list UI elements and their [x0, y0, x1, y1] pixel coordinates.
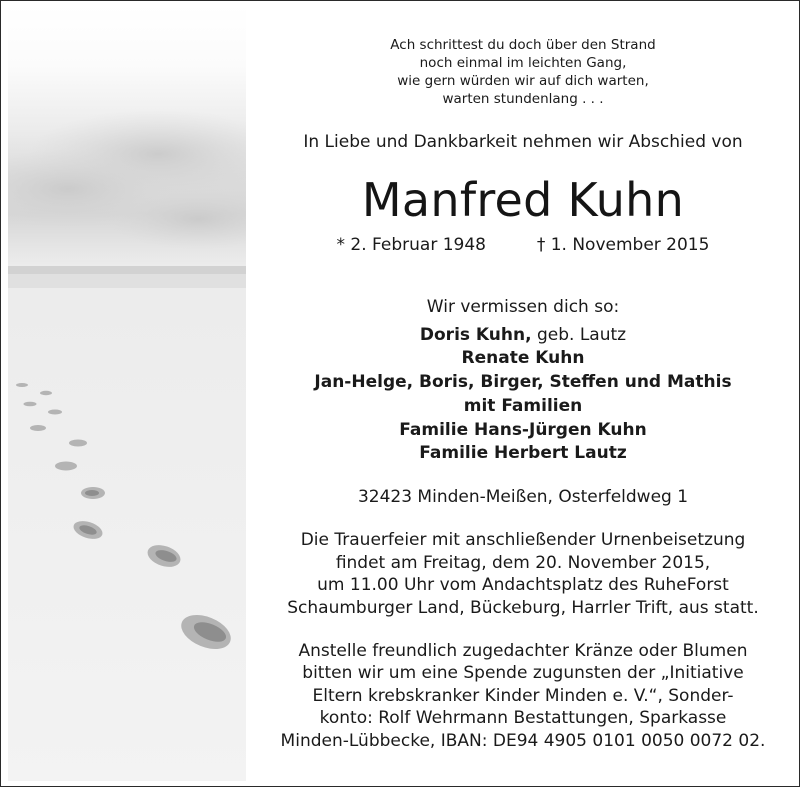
address: 32423 Minden-Meißen, Osterfeldweg 1 [357, 487, 689, 507]
notice-text [246, 0, 800, 787]
ceremony-line: um 11.00 Uhr vom Andachtsplatz des RuheForst [317, 575, 729, 595]
donation-line: Eltern krebskranker Kinder Minden e. V.“, Sonder- [312, 686, 734, 706]
donation-line: Minden-Lübbecke, IBAN: DE94 4905 0101 0050 0072 02. [280, 731, 766, 751]
mourner-suffix: geb. Lautz [531, 325, 627, 345]
missing-heading: Wir vermissen dich so: [426, 297, 620, 317]
sea-band [8, 266, 246, 274]
shore-band [8, 274, 246, 288]
birth-date: * 2. Februar 1948 [336, 235, 486, 255]
poem-line: warten stundenlang . . . [442, 91, 604, 107]
death-date: † 1. November 2015 [536, 235, 710, 255]
mourner-line: mit Familien [463, 396, 583, 416]
poem-line: Ach schrittest du doch über den Strand [390, 37, 656, 53]
mourner-line: Renate Kuhn [461, 348, 585, 368]
donation-line: konto: Rolf Wehrmann Bestattungen, Sparkasse [319, 708, 727, 728]
mourner-line [246, 325, 800, 345]
poem-line: noch einmal im leichten Gang, [419, 55, 627, 71]
ceremony-line: findet am Freitag, dem 20. November 2015, [335, 553, 711, 573]
mourner-name: Doris Kuhn, [419, 325, 532, 345]
deceased-name: Manfred Kuhn [361, 173, 685, 227]
intro-text: In Liebe und Dankbarkeit nehmen wir Abschied von [303, 132, 743, 152]
donation-line: bitten wir um eine Spende zugunsten der „Initiative [302, 663, 744, 683]
poem-line: wie gern würden wir auf dich warten, [397, 73, 649, 89]
donation-line: Anstelle freundlich zugedachter Kränze oder Blumen [298, 641, 748, 661]
life-dates [246, 235, 800, 255]
ceremony-line: Die Trauerfeier mit anschließender Urnenbeisetzung [300, 530, 746, 550]
ceremony-line: Schaumburger Land, Bückeburg, Harrler Trift, aus statt. [287, 598, 759, 618]
mourner-line: Familie Herbert Lautz [419, 443, 627, 463]
mourner-line: Jan-Helge, Boris, Birger, Steffen und Mathis [314, 372, 732, 392]
beach-footprints-photo [8, 4, 246, 781]
mourner-line: Familie Hans-Jürgen Kuhn [399, 420, 647, 440]
sand-area [8, 288, 246, 781]
